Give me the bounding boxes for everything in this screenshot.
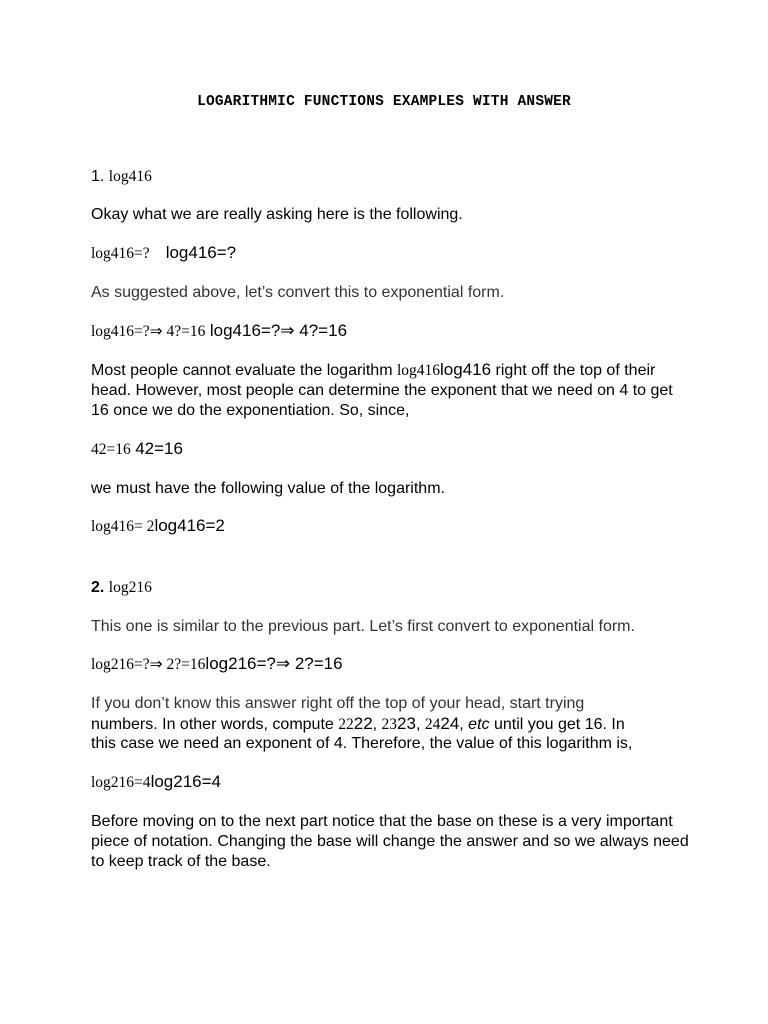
example-2-conversion [91, 654, 343, 675]
power-serif: 42=16 [91, 441, 131, 458]
conversion-2-sans: log216=?⇒ 2?=16 [205, 654, 343, 673]
example-1-conversion [91, 321, 347, 342]
explanation-log-sans: log416 [440, 360, 492, 379]
question-sans: log416=? [165, 243, 237, 262]
explanation-log-serif: log416 [396, 362, 441, 379]
example-2-exponent-line: this case we need an exponent of 4. Therefore, the value of this logarithm is, [91, 735, 633, 752]
answer-serif: log416= 2 [91, 518, 155, 535]
example-1-number: 1. [91, 168, 105, 185]
conversion-2-serif: log216=?⇒ 2?=16 [91, 656, 206, 673]
example-2-number: 2. [91, 579, 105, 596]
example-2-expression: log216 [108, 579, 152, 596]
question-serif: log416=? [91, 245, 150, 262]
example-1-question [91, 243, 236, 264]
example-2-answer [91, 772, 221, 793]
example-2-try-line: If you don’t know this answer right off the top of your head, start trying [91, 695, 585, 712]
pow-23-sans: 23 [397, 714, 416, 733]
power-sans: 42=16 [135, 439, 183, 458]
answer-2-sans: log216=4 [150, 772, 221, 791]
compute-text: numbers. In other words, compute [91, 716, 339, 733]
example-1-heading [91, 167, 152, 187]
example-2-intro: This one is similar to the previous part. Let’s first convert to exponential form. [91, 618, 635, 635]
pow-22-serif: 22 [338, 716, 354, 733]
answer-2-serif: log216=4 [91, 774, 151, 791]
example-2-compute-line: numbers. In other words, compute 2222, 2323, 2424, etc until you get 16. In [91, 714, 625, 733]
closing-paragraph: Before moving on to the next part notice that the base on these is a very important piece of notation. Changing the base will change the answer and so we always need to keep track of the base. [91, 813, 689, 870]
explanation-text-a: Most people cannot evaluate the logarithm [91, 362, 397, 379]
conversion-serif: log416=?⇒ 4?=16 [91, 323, 206, 340]
explanation-text-b: right off the top of their head. However, most people can determine the exponent that we need on 4 to get 16 once we do the exponentiation. So, since, [91, 362, 673, 419]
example-1-intro: Okay what we are really asking here is the following. [91, 206, 463, 223]
pow-22-sans: 22 [353, 714, 373, 733]
until-text: until you get 16. In [489, 716, 625, 733]
pow-24-serif: 24 [424, 716, 441, 733]
pow-24-sans: 24 [440, 714, 460, 733]
example-2-heading [91, 578, 152, 598]
example-1-must: we must have the following value of the logarithm. [91, 480, 445, 497]
conversion-sans: log416=?⇒ 4?=16 [209, 321, 348, 340]
page-title: LOGARITHMIC FUNCTIONS EXAMPLES WITH ANSWER [197, 94, 571, 110]
pow-23-serif: 23 [381, 716, 398, 733]
example-1-explanation [91, 360, 691, 421]
example-1-answer [91, 516, 225, 537]
example-1-suggestion: As suggested above, let’s convert this to exponential form. [91, 284, 505, 301]
example-1-power [91, 439, 183, 460]
example-1-expression: log416 [108, 168, 152, 185]
answer-sans: log416=2 [154, 516, 225, 535]
etc-text: etc [468, 716, 490, 733]
